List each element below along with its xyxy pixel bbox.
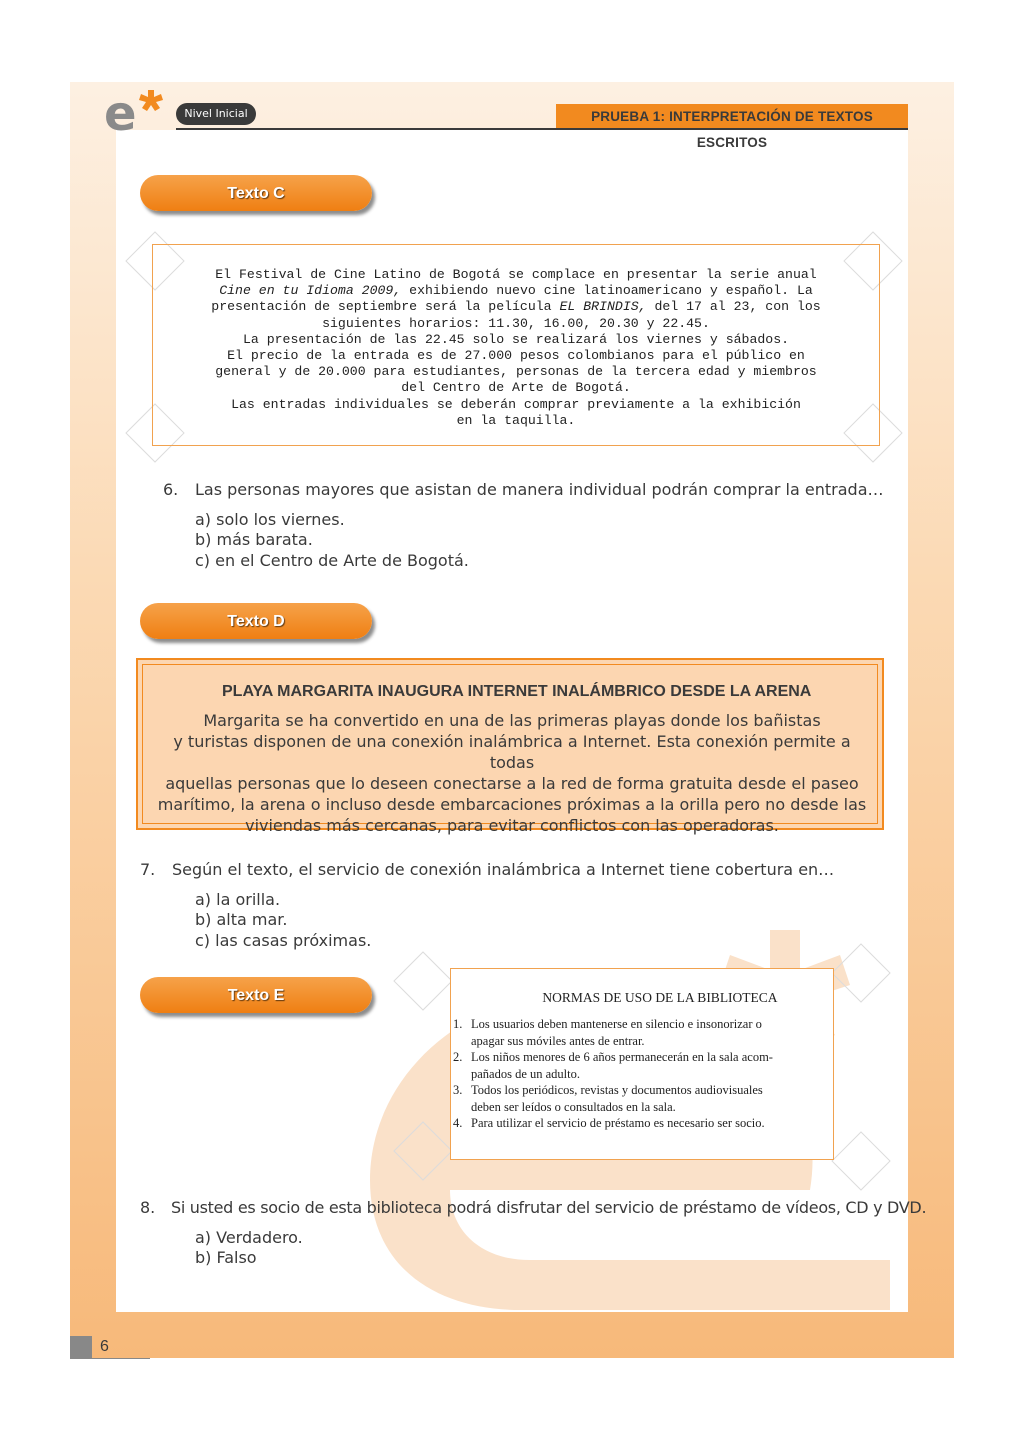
item-line: deben ser leídos o consultados en la sala. (471, 1099, 676, 1114)
item-line: Los usuarios deben mantenerse en silencio e insonorizar o (471, 1017, 762, 1031)
item-number: 2. (453, 1050, 463, 1064)
item-line: pañados de un adulto. (471, 1066, 581, 1081)
answer-option[interactable]: b) alta mar. (195, 910, 288, 929)
tab-texto-d: Texto D (140, 603, 372, 639)
svg-text:e: e (104, 88, 137, 138)
texto-c-line: El Festival de Cine Latino de Bogotá se complace en presentar la serie anual (215, 267, 817, 282)
answer-option[interactable]: a) Verdadero. (195, 1228, 303, 1247)
test-title-banner: PRUEBA 1: INTERPRETACIÓN DE TEXTOS ESCRITOS (556, 104, 908, 128)
texto-d-line: aquellas personas que lo deseen conectarse a la red de forma gratuita desde el paseo (165, 774, 859, 793)
texto-c-line: El precio de la entrada es de 27.000 pesos colombianos para el público en (227, 348, 805, 364)
texto-c-line: Las entradas individuales se deberán comprar previamente a la exhibición (231, 396, 801, 412)
answer-option[interactable]: c) en el Centro de Arte de Bogotá. (195, 551, 469, 570)
answer-option[interactable]: a) solo los viernes. (195, 510, 345, 529)
answer-option[interactable]: b) más barata. (195, 530, 313, 549)
texto-c-line: del Centro de Arte de Bogotá. (401, 380, 631, 396)
item-number: 1. (453, 1017, 463, 1031)
texto-d-line: marítimo, la arena o incluso desde embarcaciones próximas a la orilla pero no desde las (157, 795, 867, 814)
list-item (453, 1049, 833, 1082)
question-number: 8. (140, 1198, 156, 1217)
italic-film-title: EL BRINDIS, (559, 299, 647, 315)
item-number: 4. (453, 1116, 463, 1130)
page-number-marker (70, 1336, 92, 1358)
item-text (471, 1082, 763, 1115)
texto-d-line: Margarita se ha convertido en una de las primeras playas donde los bañistas (203, 711, 821, 730)
item-text: Para utilizar el servicio de préstamo es necesario ser socio. (471, 1116, 765, 1130)
texto-c-line: Cine en tu Idioma 2009, exhibiendo nuevo cine latinoamericano y español. La (219, 283, 813, 299)
item-number: 3. (453, 1083, 463, 1097)
texto-d-title: PLAYA MARGARITA INAUGURA INTERNET INALÁMBRICO DESDE LA ARENA (222, 683, 812, 700)
rules-list (453, 1016, 833, 1132)
level-badge: Nivel Inicial (176, 103, 256, 125)
texto-d-line: y turistas disponen de una conexión inalámbrica a Internet. Esta conexión permite a todas (173, 732, 851, 772)
question-8-text: Si usted es socio de esta biblioteca podrá disfrutar del servicio de préstamo de vídeos, CD y DVD. (171, 1198, 927, 1217)
question-6-text: Las personas mayores que asistan de manera individual podrán comprar la entrada… (195, 480, 884, 499)
item-text (471, 1049, 773, 1082)
item-line: Todos los periódicos, revistas y documentos audiovisuales (471, 1083, 763, 1097)
answer-option[interactable]: b) Falso (195, 1248, 257, 1267)
list-item (453, 1016, 833, 1049)
question-number: 7. (140, 860, 156, 879)
italic-title: Cine en tu Idioma 2009, (219, 283, 402, 299)
list-item (453, 1115, 833, 1132)
item-line: apagar sus móviles antes de entrar. (471, 1033, 645, 1048)
texto-d-line: viviendas más cercanas, para evitar conflictos con las operadoras. (245, 816, 779, 835)
tab-texto-c: Texto C (140, 175, 372, 211)
tab-texto-e: Texto E (140, 977, 372, 1013)
texto-d-body (150, 710, 874, 836)
logo-icon (104, 88, 168, 138)
answer-option[interactable]: c) las casas próximas. (195, 931, 372, 950)
header-divider (176, 128, 908, 130)
list-item (453, 1082, 833, 1115)
texto-c-line: general y de 20.000 para estudiantes, personas de la tercera edad y miembros (215, 364, 817, 380)
texto-c-line: La presentación de las 22.45 solo se realizará los viernes y sábados. (242, 331, 790, 347)
texto-e-title: NORMAS DE USO DE LA BIBLIOTECA (542, 990, 778, 1005)
question-number: 6. (163, 480, 179, 499)
item-text (471, 1016, 762, 1049)
answer-option[interactable]: a) la orilla. (195, 890, 281, 909)
texto-c-line: siguientes horarios: 11.30, 16.00, 20.30 y 22.45. (322, 315, 710, 331)
texto-c-line: en la taquilla. (456, 412, 576, 428)
page-number-rule (70, 1358, 150, 1359)
texto-c-body (160, 267, 872, 429)
question-7-text: Según el texto, el servicio de conexión inalámbrica a Internet tiene cobertura en… (172, 860, 835, 879)
texto-c-line: presentación de septiembre será la película EL BRINDIS, del 17 al 23, con los (211, 299, 821, 315)
item-line: Los niños menores de 6 años permanecerán en la sala acom- (471, 1050, 773, 1064)
page-number: 6 (100, 1338, 109, 1355)
